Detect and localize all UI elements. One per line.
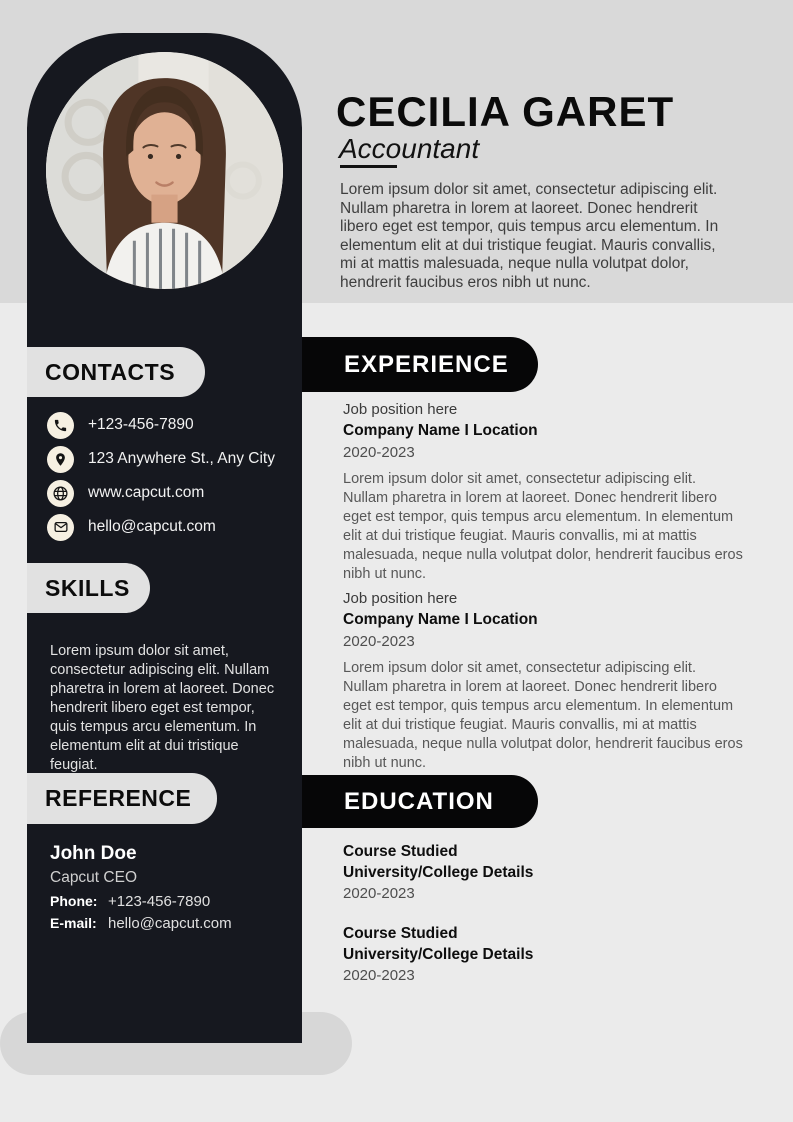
contacts-title: CONTACTS (45, 358, 176, 385)
profile-photo-placeholder (46, 52, 283, 289)
education-entry (343, 923, 745, 986)
education-course: Course Studied (343, 843, 458, 860)
contact-website-value: www.capcut.com (88, 484, 205, 501)
education-school: University/College Details (343, 864, 534, 881)
reference-name: John Doe (50, 843, 137, 864)
contact-address-value: 123 Anywhere St., Any City (88, 450, 275, 467)
reference-email-value: hello@capcut.com (108, 915, 232, 932)
education-entry (343, 841, 745, 904)
education-school: University/College Details (343, 946, 534, 963)
contact-row-location (47, 445, 275, 473)
experience-position: Job position here (343, 401, 458, 418)
experience-position: Job position here (343, 590, 458, 607)
page-title: CECILIA GARET (336, 88, 675, 135)
education-course: Course Studied (343, 925, 458, 942)
education-years: 2020-2023 (343, 967, 415, 984)
skills-text: Lorem ipsum dolor sit amet, consectetur adipiscing elit. Nullam pharetra in lorem at laoreet. Donec hendrerit libero eget est tempor, quis tempus arcu elementum. In elementum elit at dui tristique feugiat. (50, 643, 275, 773)
experience-years: 2020-2023 (343, 633, 415, 650)
reference-role: Capcut CEO (50, 869, 138, 886)
reference-phone-label: Phone: (50, 893, 98, 909)
education-section-header (302, 775, 538, 828)
experience-section-header (302, 337, 538, 392)
education-years: 2020-2023 (343, 885, 415, 902)
contact-phone-value: +123-456-7890 (88, 416, 194, 433)
contact-email-value: hello@capcut.com (88, 518, 216, 535)
experience-description: Lorem ipsum dolor sit amet, consectetur adipiscing elit. Nullam pharetra in lorem at laoreet. Donec hendrerit libero eget est tempor, quis tempus arcu elementum. In elementum elit at dui tristique feugiat. Mauris convallis, mi at mattis malesuada, neque nulla volutpat dolor, hendrerit faucibus eros nibh ut nunc. (343, 660, 743, 771)
reference-email-row (50, 915, 232, 932)
experience-title: EXPERIENCE (344, 350, 509, 378)
experience-years: 2020-2023 (343, 444, 415, 461)
contact-row-email (47, 513, 216, 541)
reference-section-header (27, 773, 217, 824)
profile-photo (46, 52, 283, 289)
reference-email-label: E-mail: (50, 915, 97, 931)
profile-summary: Lorem ipsum dolor sit amet, consectetur adipiscing elit. Nullam pharetra in lorem at laoreet. Donec hendrerit libero eget est tempor, quis tempus arcu elementum. In elementum elit at dui tristique feugiat. Mauris convallis, mi at mattis malesuada, neque nulla volutpat dolor, hendrerit faucibus eros nibh ut nunc. (340, 181, 719, 291)
reference-phone-row (50, 893, 210, 910)
skills-title: SKILLS (45, 574, 130, 601)
education-title: EDUCATION (344, 787, 494, 815)
experience-entry (343, 590, 745, 773)
job-title: Accountant (339, 133, 480, 164)
experience-company: Company Name I Location (343, 422, 538, 439)
globe-icon (47, 480, 74, 507)
location-icon (47, 446, 74, 473)
contacts-section-header (27, 347, 205, 397)
email-icon (47, 514, 74, 541)
experience-company: Company Name I Location (343, 611, 538, 628)
experience-entry (343, 401, 745, 584)
contact-row-phone (47, 411, 194, 439)
phone-icon (47, 412, 74, 439)
contact-row-website (47, 479, 204, 507)
reference-title: REFERENCE (45, 785, 192, 811)
title-underline (340, 165, 397, 168)
reference-phone-value: +123-456-7890 (108, 893, 211, 910)
skills-section-header (27, 563, 150, 613)
experience-description: Lorem ipsum dolor sit amet, consectetur adipiscing elit. Nullam pharetra in lorem at laoreet. Donec hendrerit libero eget est tempor, quis tempus arcu elementum. In elementum elit at dui tristique feugiat. Mauris convallis, mi at mattis malesuada, neque nulla volutpat dolor, hendrerit faucibus eros nibh ut nunc. (343, 471, 743, 582)
